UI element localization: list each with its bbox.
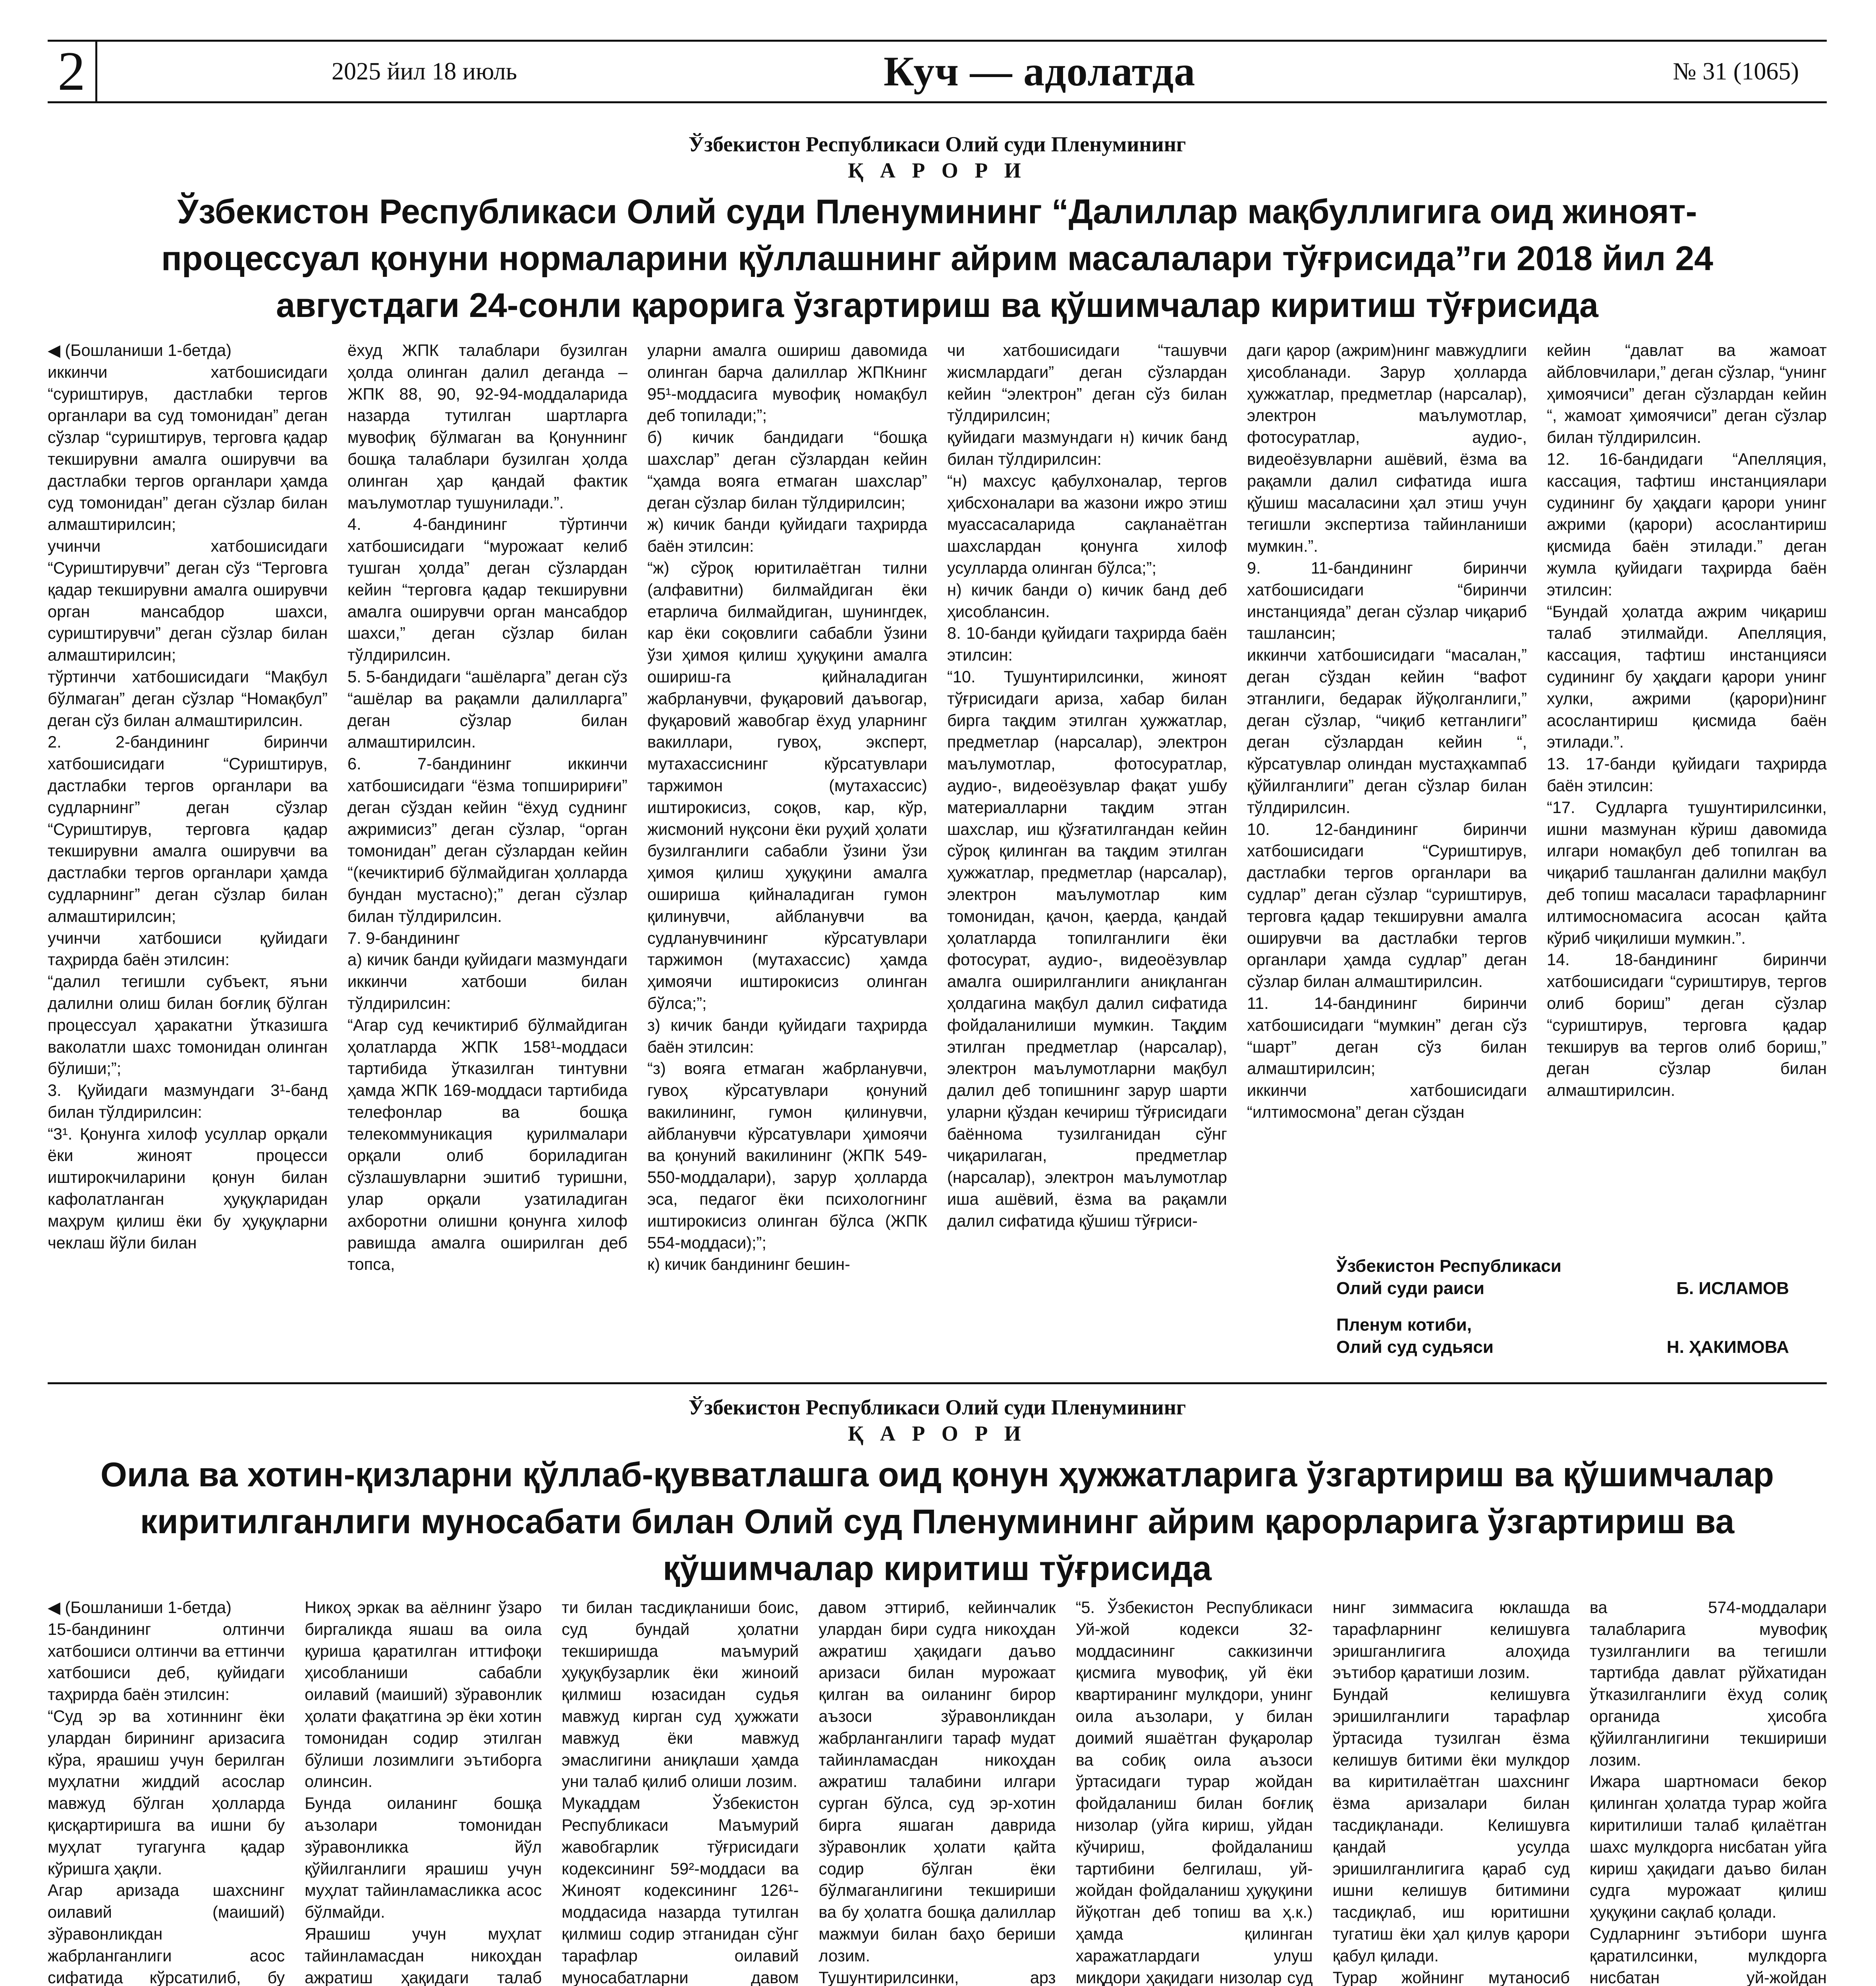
- paragraph: “5. Ўзбекистон Республикаси Уй-жой кодекси 32-моддасининг саккизинчи қисмига мувофиқ, уй ёки квартиранинг мулкдори, унинг оила аъзолари, у билан доимий яшаётган фуқаролар ва собиқ оила аъзоси ўртасидаги турар жойдан фойдаланиш билан боғлиқ низолар (уйга кириш, уйдан кўчириш, фойдаланиш тартибини белгилаш, уй-жойдан фойдаланиш ҳуқуқини йўқотган деб топиш ва ҳ.к.) ҳамда қилинган харажатлардаги улуш миқдори ҳақидаги низолар суд: [1075, 1598, 1313, 1986]
- article-1-kicker-type: Қ А Р О Р И: [848, 158, 1027, 182]
- article-2-header: [48, 1394, 1827, 1592]
- paragraph: “Суд эр ва хотиннинг ёки улардан бирининг аризасига кўра, ярашиш учун берилган муҳлатни жиддий асослар мавжуд бўлган ҳолларда қисқартиришга ва ишни бу муҳлат тугагунга қадар кўришга ҳақли.: [48, 1706, 285, 1878]
- article-1-column: [1547, 340, 1827, 1241]
- paragraph: 6. 7-бандининг иккинчи хатбошисидаги “ёзма топширириғи” деган сўздан кейин “ёхуд суднинг ажримисиз” деган сўзлар, “орган томонидан” деган сўзлардан кейин “(кечиктириб бўлмайдиган ҳолларда бундан мустасно);” деган сўзлар билан тўлдирилсин.: [347, 754, 627, 925]
- paragraph: ёхуд ЖПК талаблари бузилган ҳолда олинган далил деганда – ЖПК 88, 90, 92-94-моддаларида назарда тутилган шартларга мувофиқ бўлмаган ва Қонуннинг бошқа талаблари бузилган ҳолда олинган ҳар қандай фактик маълумотлар тушунилади.”.: [347, 341, 627, 512]
- paragraph: “Агар суд кечиктириб бўлмайдиган ҳолатларда ЖПК 158¹-моддаси тартибида ўтказилган тинтувни ҳамда ЖПК 169-моддаси тартибида телефонлар ва бошқа телекоммуникация қурилмалари орқали олиб бориладиган сўзлашувларни эшитиб туришни, улар орқали узатиладиган ахборотни олишни қонунга хилоф равишда амалга оширилган деб топса,: [347, 1015, 627, 1274]
- issue-date: 2025 йил 18 июль: [332, 58, 517, 85]
- article-2-kicker: Ўзбекистон Республикаси Олий суди Пленумининг: [688, 1395, 1186, 1419]
- paragraph: Судларнинг эътибори шунга қаратилсинки, мулкдорга нисбатан уй-жойдан: [1589, 1924, 1827, 1986]
- paragraph: 4. 4-бандининг тўртинчи хатбошисидаги “мурожаат келиб тушган ҳолда” деган сўзлардан кейин “терговга қадар текширувни амалга оширувчи орган мансабдор шахси,” деган сўзлар билан тўлдирилсин.: [347, 515, 627, 665]
- article-2-column: [1333, 1597, 1570, 1986]
- article-1-kicker: Ўзбекистон Республикаси Олий суди Пленумининг: [688, 132, 1186, 156]
- paragraph: Ижара шартномаси бекор қилинган ҳолатда турар жойга киритилиши талаб қилаётган шахс мулкдорга нисбатан уйга кириш ҳақидаги даъво билан судга мурожаат қилиш ҳуқуқини сақлаб қолади.: [1589, 1772, 1827, 1922]
- paragraph: уларни амалга ошириш давомида олинган барча далиллар ЖПКнинг 95¹-моддасига мувофиқ номақбул деб топилади;”;: [647, 341, 927, 425]
- signature-title: Олий суд судьяси: [1336, 1337, 1494, 1357]
- article-2-column: [818, 1597, 1056, 1986]
- paragraph: “н) махсус қабулхоналар, тергов ҳибсхоналари ва жазони ижро этиш муассасаларида сақланаётган шахслардан қонунга хилоф усулларда олинган бўлса;”;: [947, 471, 1227, 577]
- article-1-column: [48, 340, 328, 1372]
- paragraph: 9. 11-бандининг биринчи хатбошисидаги “биринчи инстанцияда” деган сўзлар чиқариб ташлансин;: [1247, 558, 1527, 643]
- article-1-column: [1247, 340, 1527, 1241]
- article-2-body: [48, 1597, 1827, 1986]
- paragraph: кейин “давлат ва жамоат айбловчилари,” деган сўзлар, “унинг ҳимоячиси” деган сўзлардан кейин “, жамоат ҳимоячиси” деган сўзлар билан тўлдирилсин.: [1547, 341, 1827, 447]
- paragraph: 13. 17-банди қуйидаги таҳрирда баён этилсин:: [1547, 754, 1827, 795]
- signature-name: Б. ИСЛАМОВ: [1676, 1279, 1789, 1298]
- paragraph: ◀ (Бошланиши 1-бетда): [48, 341, 232, 359]
- paragraph: 14. 18-бандининг биринчи хатбошисидаги “суриштирув, тергов олиб бориш” деган сўзлар “суриштирув, терговга қадар текширув ва тергов олиб бориш,” деган сўзлар билан алмаштирилсин.: [1547, 950, 1827, 1100]
- paragraph: ◀ (Бошланиши 1-бетда): [48, 1598, 232, 1617]
- article-1-body: [48, 340, 1827, 1372]
- paragraph: 11. 14-бандининг биринчи хатбошисидаги “мумкин” деган сўз “шарт” деган сўз билан алмаштирилсин;: [1247, 993, 1527, 1078]
- page-number: 2: [48, 42, 97, 101]
- article-2-headline: Оила ва хотин-қизларни қўллаб-қувватлашга оид қонун ҳужжатларига ўзгартириш ва қўшимчалар киритилганлиги муносабати билан Олий суд Пленумининг айрим қарорларига ўзгартириш ва қўшимчалар киритиш тўғрисида: [100, 1456, 1774, 1588]
- article-2-column: [48, 1597, 285, 1986]
- paragraph: “10. Тушунтирилсинки, жиноят тўғрисидаги ариза, хабар билан бирга тақдим этилган ҳужжатлар, предметлар (нарсалар), электрон маълумотлар, фотосуратлар, аудио-, видеоёзувлар фақат ушбу материалларни тақдим этган шахслар, иш қўзғатилгандан кейин сўроқ қилинган ва тақдим этилган ҳужжатлар, предметлар (нарсалар), электрон маълумотлар ким томонидан, қачон, қаерда, қандай ҳолатларда топилганлиги ёки фотосурат, аудио-, видеоёзувлар амалга оширилганлиги аниқланган ҳолдагина мақбул далил сифатида фойдаланилиши мумкин. Тақдим этилган предметлар (нарсалар), электрон маълумотларни мақбул далил деб топишнинг зарур шарти уларни қўздан кечириш тўғрисидаги баённома тузилганидан сўнг чиқарилаган, предметлар (нарсалар), электрон маълумотлар иша ашёвий, ёзма ва рақамли далил сифатида қўшиш тўғриси-: [947, 667, 1227, 1230]
- paragraph: з) кичик банди қуйидаги таҳрирда баён этилсин:: [647, 1015, 927, 1056]
- paragraph: қуйидаги мазмундаги н) кичик банд билан тўлдирилсин:: [947, 428, 1227, 468]
- paragraph: “17. Судларга тушунтирилсинки, ишни мазмунан кўриш давомида илгари номақбул деб топилган ва чиқариб ташланган далилни мақбул деб топиш масаласи тарафларнинг илтимосномасига асосан қайта кўриб чиқилиши мумкин.”.: [1547, 798, 1827, 947]
- newspaper-title: Куч — адолатда: [884, 48, 1196, 95]
- paragraph: 8. 10-банди қуйидаги таҳрирда баён этилсин:: [947, 624, 1227, 665]
- article-1-header: [48, 131, 1827, 329]
- paragraph: 3. Қуйидаги мазмундаги 3¹-банд билан тўлдирилсин:: [48, 1081, 328, 1121]
- paragraph: учинчи хатбошисидаги “Суриштирувчи” деган сўз “Терговга қадар текширувни амалга оширувчи орган мансабдор шахси, суриштирувчи” деган сўзлар билан алмаштирилсин;: [48, 537, 328, 665]
- paragraph: иккинчи хатбошисидаги “илтимосмона” деган сўздан: [1247, 1081, 1527, 1121]
- paragraph: к) кичик бандининг бешин-: [647, 1255, 850, 1274]
- paragraph: ва 574-моддалари талабларига мувофиқ тузилганлиги ва тегишли тартибда давлат рўйхатидан ўтказилганлиги ёхуд солиқ органида ҳисобга қўйилганлигини текшириши лозим.: [1589, 1598, 1827, 1769]
- paragraph: иккинчи хатбошисидаги “масалан,” деган сўздан кейин “вафот этганлиги, бедарак йўқолганлиги,” деган сўзлар, “чиқиб кетганлиги” деган сўзлардан кейин “, кўрсатувлар олиндан мустаҳкампаб қўйилганлиги” деган сўзлар билан тўлдирилсин.: [1247, 645, 1527, 817]
- signature-name: Н. ҲАКИМОВА: [1666, 1337, 1789, 1357]
- paragraph: 10. 12-бандининг биринчи хатбошисидаги “Суриштирув, дастлабки тергов органлари ва судлар” деган сўзлар “суриштирув, терговга қадар текширувни амалга оширувчи ва дастлабки тергов органлари ҳамда судлар” деган сўзлар билан алмаштирилсин.: [1247, 819, 1527, 991]
- paragraph: “з) вояга етмаган жабрланувчи, гувоҳ кўрсатувлари қонуний вакилининг, гумон қилинувчи, айбланувчи кўрсатувлари ҳимоячи ва қонуний вакилининг (ЖПК 549-550-моддалари), зарур ҳолларда эса, педагог ёки психологнинг иштирокисиз олинган бўлса (ЖПК 554-моддаси);”;: [647, 1059, 927, 1252]
- article-2-column: [562, 1597, 799, 1986]
- paragraph: Ярашиш учун муҳлат тайинламасдан никоҳдан ажратиш ҳақидаги талаб: [305, 1924, 542, 1986]
- paragraph: Мукаддам Ўзбекистон Республикаси Маъмурий жавобгарлик тўғрисидаги кодексининг 59²-моддаси ва Жиноят кодексининг 126¹-моддасида назарда тутилган қилмиш содир этганидан сўнг тарафлар оилавий муносабатларни давом: [562, 1794, 799, 1986]
- masthead: [48, 40, 1827, 103]
- paragraph: Бунда оиланинг бошқа аъзолари томонидан зўравонликка йўл қўйилганлиги ярашиш учун муҳлат тайинламасликка асос бўлмайди.: [305, 1794, 542, 1922]
- paragraph: даги қарор (ажрим)нинг мавжудлиги ҳисобланади. Зарур ҳолларда ҳужжатлар, предметлар (нарсалар), электрон маълумотлар, фотосуратлар, аудио-, видеоёзувларни ашёвий, ёзма ва рақамли далил сифатида ишга қўшиш масаласини ҳал этиш учун тегишли экспертиза тайинланиши мумкин.”.: [1247, 341, 1527, 556]
- paragraph: тўртинчи хатбошисидаги “Мақбул бўлмаган” деган сўзлар “Номақбул” деган сўз билан алмаштирилсин.: [48, 667, 328, 730]
- paragraph: а) кичик банди қуйидаги мазмундаги иккинчи хатбоши билан тўлдирилсин:: [347, 950, 627, 1012]
- paragraph: Бундай келишувга эришилганлиги тарафлар ўртасида тузилган ёзма келишув битими ёки мулкдор ва киритилаётган шахснинг ёзма аризалари билан тасдиқланади. Келишувга қандай усулда эришилганлигига қараб суд ишни келишув битимини тасдиқлаб, иш юритишни тугатиш ёки ҳал қилув қарори қабул қилади.: [1332, 1685, 1570, 1965]
- signature-title: Пленум котиби,: [1336, 1315, 1472, 1335]
- paragraph: учинчи хатбошиси қуйидаги таҳрирда баён этилсин:: [48, 928, 328, 969]
- article-1-signatures: [1336, 1255, 1789, 1358]
- signature-title: Олий суди раиси: [1336, 1279, 1484, 1298]
- paragraph: иккинчи хатбошисидаги “суриштирув, дастлабки тергов органлари ва суд томонидан” деган сўзлар “суриштирув, терговга қадар текширувни амалга оширувчи ва дастлабки тергов органлари ҳамда суд томонидан” деган сўзлар билан алмаштирилсин;: [48, 362, 328, 534]
- paragraph: 7. 9-бандининг: [347, 928, 460, 947]
- paragraph: б) кичик бандидаги “бошқа шахслар” деган сўзлардан кейин “ҳамда вояга етмаган шахслар” деган сўзлар билан тўлдирилсин;: [647, 428, 927, 512]
- paragraph: “далил тегишли субъект, яъни далилни олиш билан боғлиқ бўлган процессуал ҳаракатни ўтказишга ваколатли шахс томонидан олинган бўлиши;”;: [48, 972, 328, 1078]
- paragraph: н) кичик банди о) кичик банд деб ҳисоблансин.: [947, 580, 1227, 621]
- article-2-column: [1076, 1597, 1313, 1986]
- paragraph: ж) кичик банди қуйидаги таҳрирда баён этилсин:: [647, 515, 927, 556]
- article-2-kicker-type: Қ А Р О Р И: [848, 1422, 1027, 1445]
- paragraph: Турар жойнинг мутаносиб: [1332, 1968, 1570, 1986]
- issue-number: № 31 (1065): [1673, 58, 1799, 85]
- article-2-column: [1590, 1597, 1827, 1986]
- paragraph: Тушунтирилсинки, арз: [818, 1968, 1056, 1986]
- article-2-column: [305, 1597, 542, 1986]
- paragraph: “3¹. Қонунга хилоф усуллар орқали ёки жиноят процесси иштирокчиларини қонун билан кафолатланган ҳуқуқларидан маҳрум қилиш ёки бу ҳуқуқларни чеклаш йўли билан: [48, 1124, 328, 1252]
- paragraph: 12. 16-бандидаги “Апелляция, кассация, тафтиш инстанциялари судининг бу ҳақдаги қарори унинг ажрими (қарори) асослантириш қисмида баён этилади.” деган жумла қуйидаги таҳрирда баён этилсин:: [1547, 449, 1827, 599]
- paragraph: Агар аризада шахснинг оилавий (маиший) зўравонликдан жабрланганлиги асос сифатида кўрсатилиб, бу: [48, 1881, 285, 1986]
- article-1-column: [947, 340, 1227, 1372]
- paragraph: нинг зиммасига юклашда тарафларнинг келишувга эришганлигига алоҳида эътибор қаратиши лозим.: [1332, 1598, 1570, 1682]
- paragraph: ти билан тасдиқланиши боис, суд бундай ҳолатни текширишда маъмурий ҳуқуқбузарлик ёки жиноий қилмиш юзасидан судья мавжуд кирган суд ҳужжати мавжуд ёки мавжуд эмаслигини аниқлаши ҳамда уни талаб қилиб олиши лозим.: [562, 1598, 799, 1791]
- section-divider: [48, 1382, 1827, 1384]
- article-1-column: [647, 340, 927, 1372]
- paragraph: давом эттириб, кейинчалик улардан бири судга никоҳдан ажратиш ҳақидаги даъво аризаси билан мурожаат қилган ва оиланинг бирор аъзоси зўравонликдан жабрланганлиги тараф мудат тайинламасдан никоҳдан ажратиш талабини илгари сурган бўлса, суд эр-хотин бирга яшаган даврида зўравонлик ҳолати қайта содир бўлган ёки бўлмаганлигини текшириши ва бу ҳолатга бошқа далиллар мажмуи билан баҳо бериши лозим.: [818, 1598, 1056, 1965]
- signature-block: [1336, 1314, 1789, 1358]
- paragraph: Никоҳ эркак ва аёлнинг ўзаро биргаликда яшаш ва оила қуриша қаратилган иттифоқи ҳисобланиши сабабли оилавий (маиший) зўравонлик ҳолати фақатгина эр ёки хотин томонидан содир этилган бўлиши лозимлиги эътиборга олинсин.: [305, 1598, 542, 1791]
- paragraph: 15-бандининг олтинчи хатбошиси олтинчи ва еттинчи хатбошиси деб, қуйидаги таҳрирда баён этилсин:: [48, 1619, 285, 1704]
- signature-block: [1336, 1255, 1789, 1300]
- paragraph: “Бундай ҳолатда ажрим чиқариш талаб этилмайди. Апелляция, кассация, тафтиш инстанцияси судининг бу ҳақдаги қарори унинг хулки, ажрими (қарори)нинг асослантириш қисмида баён этилади.”.: [1547, 602, 1827, 752]
- signature-title: Ўзбекистон Республикаси: [1336, 1256, 1561, 1276]
- paragraph: 5. 5-бандидаги “ашёларга” деган сўз “ашёлар ва рақамли далилларга” деган сўзлар билан алмаштирилсин.: [347, 667, 627, 752]
- article-1-column: [347, 340, 627, 1372]
- paragraph: 2. 2-бандининг биринчи хатбошисидаги “Суриштирув, дастлабки тергов органлари ва судларнинг” деган сўзлар “Суриштирув, терговга қадар текширувни амалга оширувчи ва дастлабки тергов органлари ҳамда судларнинг” деган сўзлар билан алмаштирилсин;: [48, 732, 328, 925]
- paragraph: “ж) сўроқ юритилаётган тилни (алфавитни) билмайдиган ёки етарлича билмайдиган, шунингдек, кар ёки соқовлиги сабабли ўзини ўзи ҳимоя қилиш ҳуқуқини амалга ошириш-га қийналадиган жабрланувчи, фуқаровий даъвогар, фуқаровий жавобгар ёхуд уларнинг вакиллари, гувоҳ, эксперт, мутахассиснинг кўрсатувлари таржимон (мутахассис) иштирокисиз, соқов, кар, кўр, жисмоний нуқсони ёки руҳий ҳолати бузилганлиги сабабли ўзини ўзи ҳимоя қилиш ҳуқуқини амалга ошириша қийналадиган гумон қилинувчи, айбланувчи ва судланувчининг кўрсатувлари таржимон (мутахассис) ҳамда ҳимоячи иштирокисиз олинган бўлса;”;: [647, 558, 927, 1012]
- article-1-headline: Ўзбекистон Республикаси Олий суди Пленумининг “Далиллар мақбуллигига оид жиноят-процессуал қонуни нормаларини қўллашнинг айрим масалалари тўғрисида”ги 2018 йил 24 августдаги 24-сонли қарорига ўзгартириш ва қўшимчалар киритиш тўғрисида: [161, 193, 1714, 325]
- paragraph: чи хатбошисидаги “ташувчи жисмлардаги” деган сўзлардан кейин “электрон” деган сўз билан тўлдирилсин;: [947, 341, 1227, 425]
